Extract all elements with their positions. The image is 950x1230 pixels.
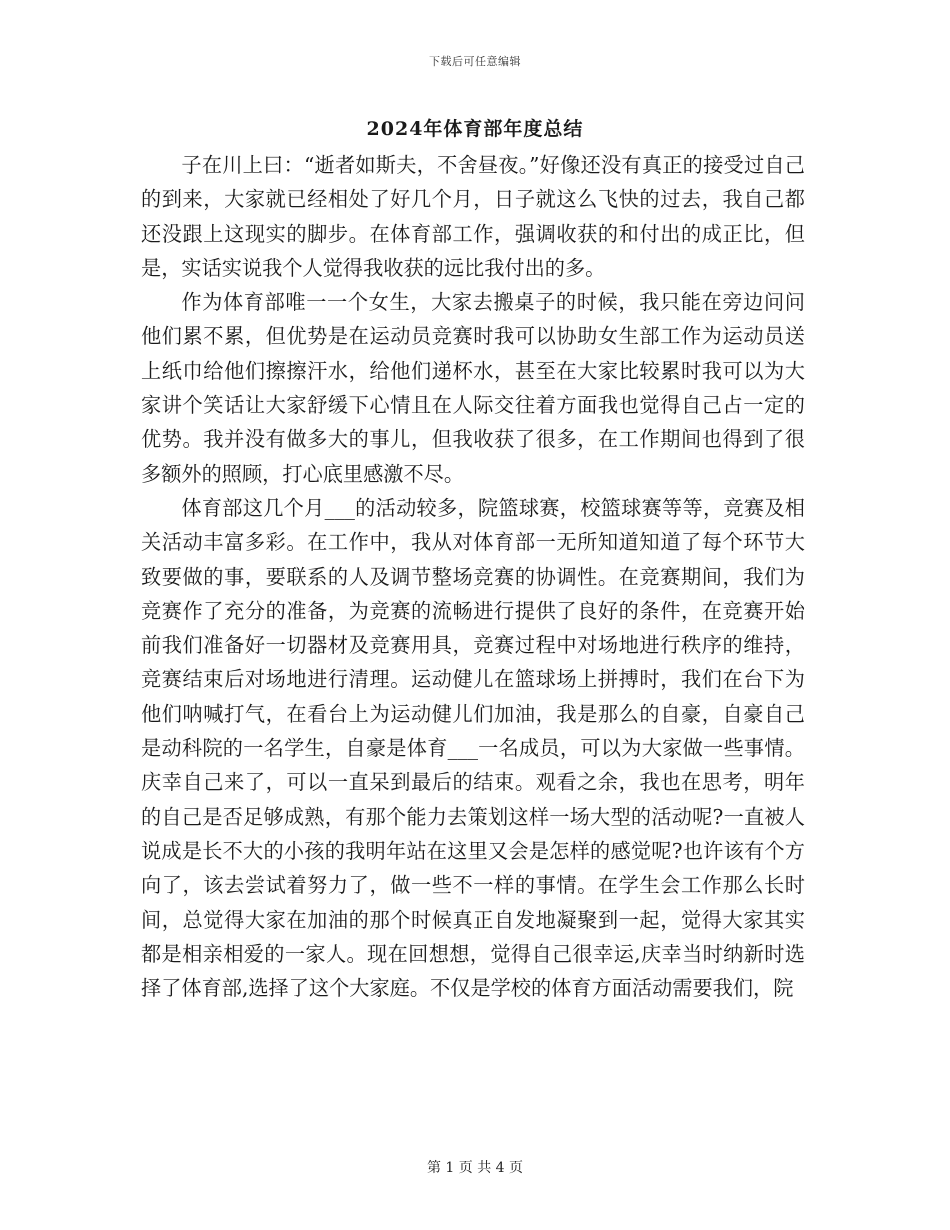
paragraph-1: 子在川上曰：“逝者如斯夫，不舍昼夜。”好像还没有真正的接受过自己的到来，大家就已经相处了好几个月，日子就这么飞快的过去，我自己都还没跟上这现实的脚步。在体育部工作，强调收获的和付出的成正比，但是，实话实说我个人觉得我收获的远比我付出的多。 xyxy=(141,153,805,280)
document-body xyxy=(141,148,805,1005)
paragraph-2: 作为体育部唯一一个女生，大家去搬桌子的时候，我只能在旁边问问他们累不累，但优势是在运动员竞赛时我可以协助女生部工作为运动员送上纸巾给他们擦擦汗水，给他们递杯水，甚至在大家比较累时我可以为大家讲个笑话让大家舒缓下心情且在人际交往着方面我也觉得自己占一定的优势。我并没有做多大的事儿，但我收获了很多，在工作期间也得到了很多额外的照顾，打心底里感激不尽。 xyxy=(141,290,805,486)
paragraph-3: 体育部这几个月___的活动较多，院篮球赛，校篮球赛等等，竞赛及相关活动丰富多彩。在工作中，我从对体育部一无所知道知道了每个环节大致要做的事，要联系的人及调节整场竞赛的协调性。在竞赛期间，我们为竞赛作了充分的准备，为竞赛的流畅进行提供了良好的条件，在竞赛开始前我们准备好一切器材及竞赛用具，竞赛过程中对场地进行秩序的维持，竞赛结束后对场地进行清理。运动健儿在篮球场上拼搏时，我们在台下为他们呐喊打气，在看台上为运动健儿们加油，我是那么的自豪，自豪自己是动科院的一名学生，自豪是体育___一名成员，可以为大家做一些事情。庆幸自己来了，可以一直呆到最后的结束。观看之余，我也在思考，明年的自己是否足够成熟，有那个能力去策划这样一场大型的活动呢?一直被人说成是长不大的小孩的我明年站在这里又会是怎样的感觉呢?也许该有个方向了，该去尝试着努力了，做一些不一样的事情。在学生会工作那么长时间，总觉得大家在加油的那个时候真正自发地凝聚到一起，觉得大家其实都是相亲相爱的一家人。现在回想想，觉得自己很幸运,庆幸当时纳新时选择了体育部,选择了这个大家庭。不仅是学校的体育方面活动需要我们，院 xyxy=(141,495,805,1001)
page-number: 第 1 页 共 4 页 xyxy=(426,1160,524,1176)
document-title: 2024年体育部年度总结 xyxy=(366,118,584,140)
header-note: 下载后可任意编辑 xyxy=(429,55,521,68)
